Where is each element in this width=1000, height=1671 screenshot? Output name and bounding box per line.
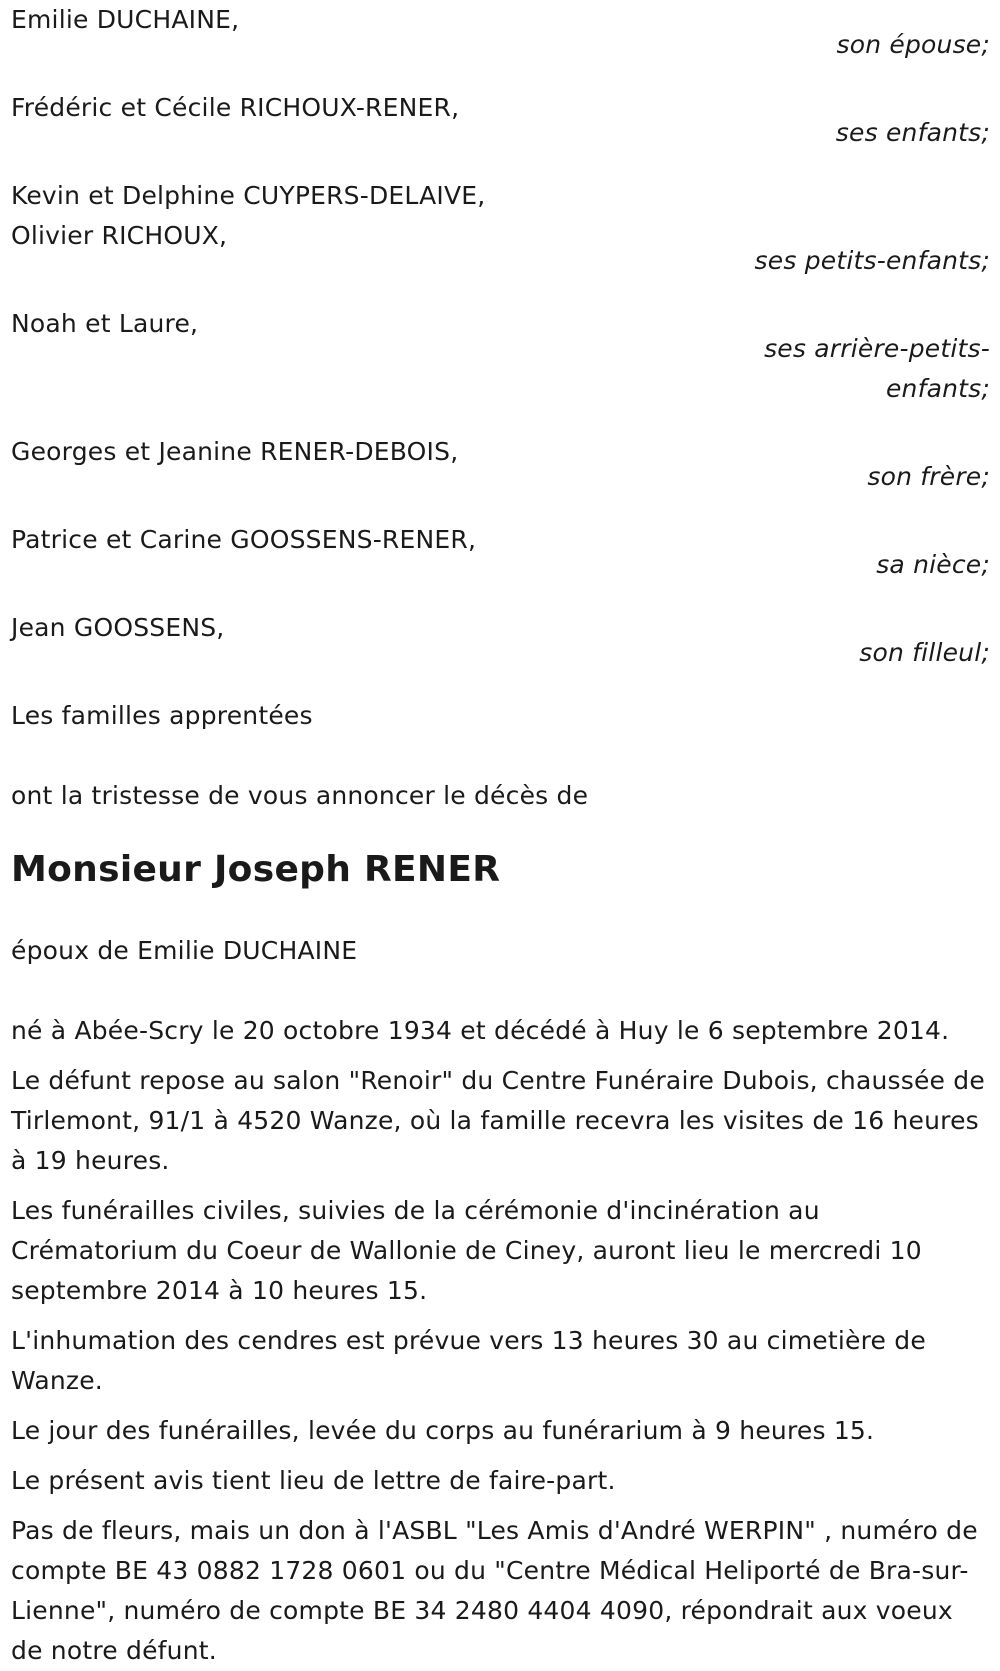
family-name: Frédéric et Cécile RICHOUX-RENER, [11, 93, 460, 122]
funeral-paragraph: Les funérailles civiles, suivies de la cérémonie d'incinération au Crématorium du Coeur de Wallonie de Ciney, auront lieu le mercredi 10 septembre 2014 à 10 heures 15. [11, 1196, 922, 1305]
family-entry [11, 520, 990, 585]
family-relation: ses arrière-petits-enfants; [764, 334, 990, 403]
family-entry [11, 304, 990, 409]
family-relation: ses enfants; [835, 118, 990, 147]
notice-body [11, 1011, 990, 1671]
family-relation: son frère; [867, 462, 990, 491]
family-name: Jean GOOSSENS, [11, 613, 225, 642]
burial-paragraph: L'inhumation des cendres est prévue vers 13 heures 30 au cimetière de Wanze. [11, 1326, 926, 1395]
family-relation: ses petits-enfants; [754, 246, 990, 275]
family-name: Patrice et Carine GOOSSENS-RENER, [11, 525, 477, 554]
family-entry [11, 432, 990, 497]
donation-paragraph: Pas de fleurs, mais un don à l'ASBL "Les Amis d'André WERPIN" , numéro de compte BE 43 0882 1728 0601 ou du "Centre Médical Heliporté de Bra-sur-Lienne", numéro de compte BE 34 2480 4404 4090, répondrait aux voeux de notre défunt. [11, 1516, 978, 1665]
deceased-name: Monsieur Joseph RENER [11, 849, 501, 890]
departure-paragraph: Le jour des funérailles, levée du corps au funérarium à 9 heures 15. [11, 1416, 875, 1445]
family-entry [11, 88, 990, 153]
family-name: Georges et Jeanine RENER-DEBOIS, [11, 437, 459, 466]
viewing-paragraph: Le défunt repose au salon "Renoir" du Centre Funéraire Dubois, chaussée de Tirlemont, 91/1 à 4520 Wanze, où la famille recevra les visites de 16 heures à 19 heures. [11, 1066, 985, 1175]
other-families: Les familles apprentées [11, 701, 313, 730]
family-list [11, 0, 990, 736]
family-relation: son épouse; [836, 30, 990, 59]
birth-death-paragraph: né à Abée-Scry le 20 octobre 1934 et décédé à Huy le 6 septembre 2014. [11, 1016, 950, 1045]
family-name: Kevin et Delphine CUYPERS-DELAIVE, [11, 181, 486, 210]
notice-paragraph: Le présent avis tient lieu de lettre de faire-part. [11, 1466, 616, 1495]
family-name: Noah et Laure, [11, 309, 199, 338]
family-entry [11, 0, 990, 65]
family-entry [11, 608, 990, 673]
family-name: Olivier RICHOUX, [11, 221, 228, 250]
announcement-intro: ont la tristesse de vous annoncer le décès de [11, 781, 589, 810]
spouse-line: époux de Emilie DUCHAINE [11, 936, 358, 965]
family-name: Emilie DUCHAINE, [11, 5, 240, 34]
family-relation: son filleul; [859, 638, 990, 667]
family-entry [11, 176, 990, 281]
family-relation: sa nièce; [876, 550, 990, 579]
